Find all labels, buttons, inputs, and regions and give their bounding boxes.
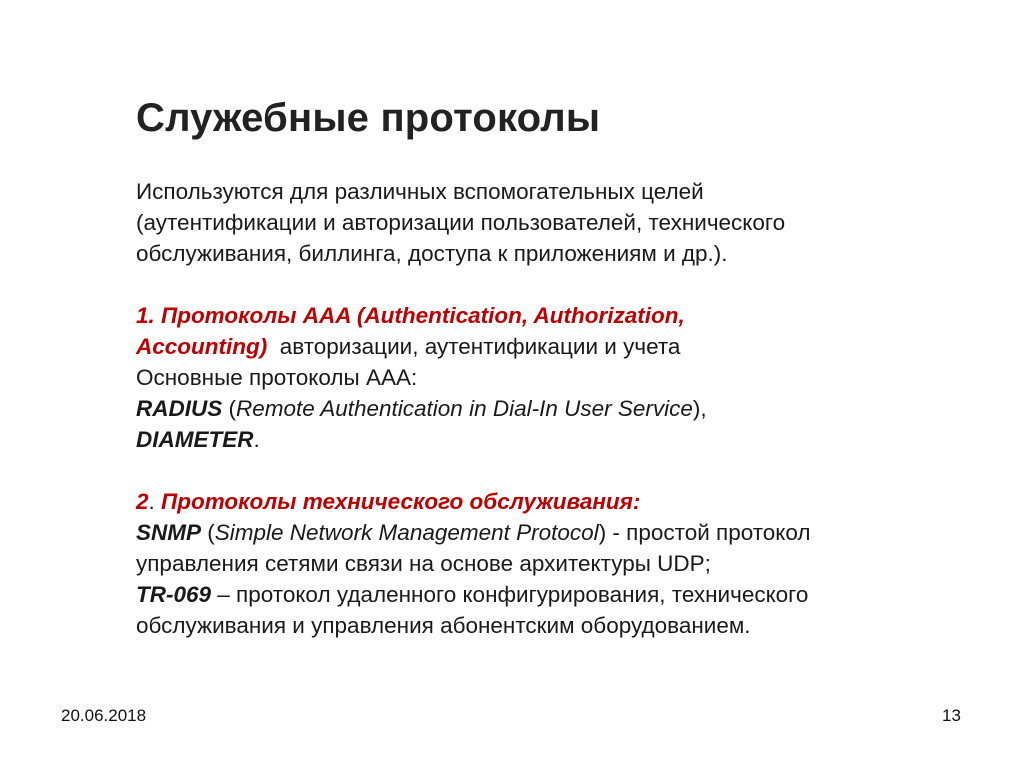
- tr069-name: TR-069: [136, 582, 212, 607]
- radius-line: [136, 393, 936, 424]
- slide-title: Служебные протоколы: [136, 96, 601, 140]
- aaa-heading-line-2: [136, 331, 936, 362]
- radius-open: (: [222, 396, 237, 421]
- page-number: 13: [942, 706, 961, 725]
- aaa-section: [136, 300, 936, 455]
- radius-full-name: Remote Authentication in Dial-In User Service: [236, 396, 693, 421]
- maintenance-heading-dot: .: [148, 489, 155, 514]
- snmp-name: SNMP: [136, 520, 202, 545]
- tr069-line-2: обслуживания и управления абонентским оборудованием.: [136, 613, 751, 638]
- diameter-end: .: [253, 427, 260, 452]
- snmp-close: ) - простой протокол: [598, 520, 811, 545]
- radius-close: ),: [692, 396, 707, 421]
- maintenance-section: [136, 486, 936, 641]
- diameter-name: DIAMETER: [136, 427, 254, 452]
- footer-date: 20.06.2018: [61, 706, 147, 725]
- maintenance-heading-num: 2: [136, 489, 149, 514]
- intro-line-1: Используются для различных вспомогательных целей: [136, 179, 704, 204]
- diameter-line: [136, 424, 936, 455]
- radius-name: RADIUS: [136, 396, 223, 421]
- snmp-full-name: Simple Network Management Protocol: [214, 520, 599, 545]
- intro-line-3: обслуживания, биллинга, доступа к приложениям и др.).: [136, 241, 728, 266]
- maintenance-heading: [136, 486, 936, 517]
- aaa-heading-accounting: Accounting): [136, 334, 268, 359]
- intro-paragraph: [136, 176, 936, 269]
- snmp-line-2: управления сетями связи на основе архитектуры UDP;: [136, 551, 711, 576]
- aaa-heading-description: авторизации, аутентификации и учета: [267, 334, 681, 359]
- intro-line-2: (аутентификации и авторизации пользователей, технического: [136, 210, 786, 235]
- snmp-line: [136, 517, 936, 548]
- slide-body: [136, 176, 936, 641]
- aaa-main-protocols: Основные протоколы AAA:: [136, 365, 418, 390]
- tr069-text: – протокол удаленного конфигурирования, технического: [211, 582, 809, 607]
- tr069-line: [136, 579, 936, 610]
- aaa-heading-line-1: 1. Протоколы AAA (Authentication, Authorization,: [136, 303, 685, 328]
- snmp-open: (: [201, 520, 215, 545]
- maintenance-heading-text: Протоколы технического обслуживания:: [154, 489, 641, 514]
